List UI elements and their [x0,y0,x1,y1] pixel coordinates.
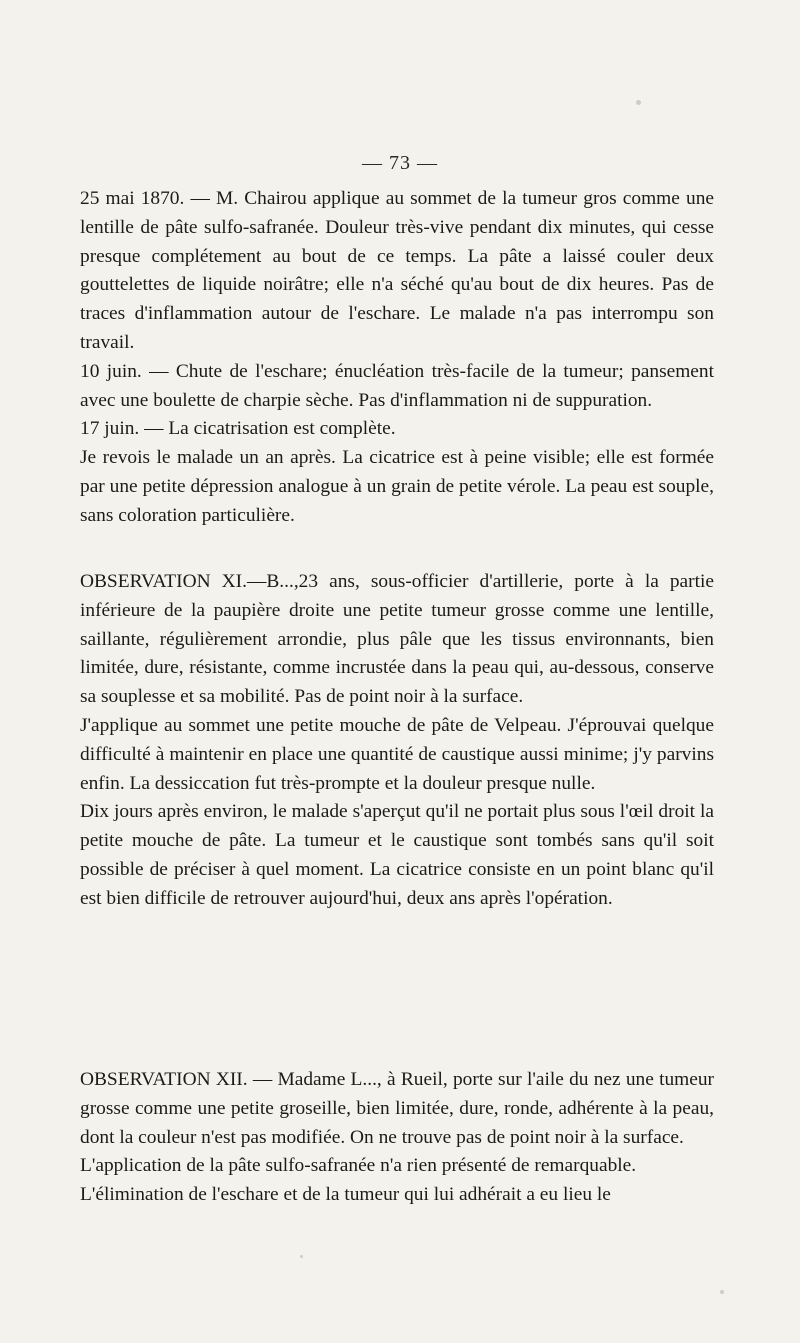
paragraph-june-10: 10 juin. — Chute de l'eschare; énucléation très-facile de la tumeur; pansement avec une boulette de charpie sèche. Pas d'inflammation ni de suppuration. [80,360,714,411]
observation-xii-intro: OBSERVATION XII. — Madame L..., à Rueil, porte sur l'aile du nez une tumeur grosse comme une petite groseille, bien limitée, dure, ronde, adhérente à la peau, dont la couleur n'est pas modifiée. On ne trouve pas de point noir à la surface. [80,1069,714,1148]
paragraph-may-25: 25 mai 1870. — M. Chairou applique au sommet de la tumeur gros comme une lentille de pâte sulfo-safranée. Douleur très-vive pendant dix minutes, qui cesse presque complétement au bout de ce temps. La pâte a laissé couler deux gouttelettes de liquide noirâtre; elle n'a séché qu'au bout de dix heures. Pas de traces d'inflammation autour de l'eschare. Le malade n'a pas interrompu son travail. [80,188,714,353]
observation-xi-treatment: J'applique au sommet une petite mouche de pâte de Velpeau. J'éprouvai quelque difficulté à maintenir en place une quantité de caustique aussi minime; j'y parvins enfin. La dessiccation fut très-prompte et la douleur presque nulle. [80,714,714,794]
observation-xi-intro: OBSERVATION XI.—B...,23 ans, sous-officier d'artillerie, porte à la partie inférieure de la paupière droite une petite tumeur grosse comme une lentille, saillante, régulièrement arrondie, plus pâle que les tissus environnants, bien limitée, dure, résistante, comme incrustée dans la peau qui, au-dessous, conserve sa souplesse et sa mobilité. Pas de point noir à la surface. [80,571,714,708]
paragraph-june-17: 17 juin. — La cicatrisation est complète. [80,418,396,440]
observation-xii [80,1066,714,1210]
observation-xi-outcome: Dix jours après environ, le malade s'aperçut qu'il ne portait plus sous l'œil droit la petite mouche de pâte. La tumeur et le caustique sont tombés sans qu'il soit possible de préciser à quel moment. La cicatrice consiste en un point blanc qu'il est bien difficile de retrouver aujourd'hui, deux ans après l'opération. [80,801,714,909]
paper-speck [720,1290,724,1294]
observation-x-continuation [80,185,714,531]
paragraph-one-year-later: Je revois le malade un an après. La cicatrice est à peine visible; elle est formée par une petite dépression analogue à un grain de petite vérole. La peau est souple, sans coloration particulière. [80,447,714,526]
page-number: — 73 — [362,152,438,174]
observation-xi [80,568,714,914]
observation-xii-treatment: L'application de la pâte sulfo-safranée n'a rien présenté de remarquable. [80,1155,637,1177]
observation-xii-elimination: L'élimination de l'eschare et de la tumeur qui lui adhérait a eu lieu le [80,1184,611,1206]
paper-speck [636,100,641,105]
paper-speck [300,1255,303,1258]
